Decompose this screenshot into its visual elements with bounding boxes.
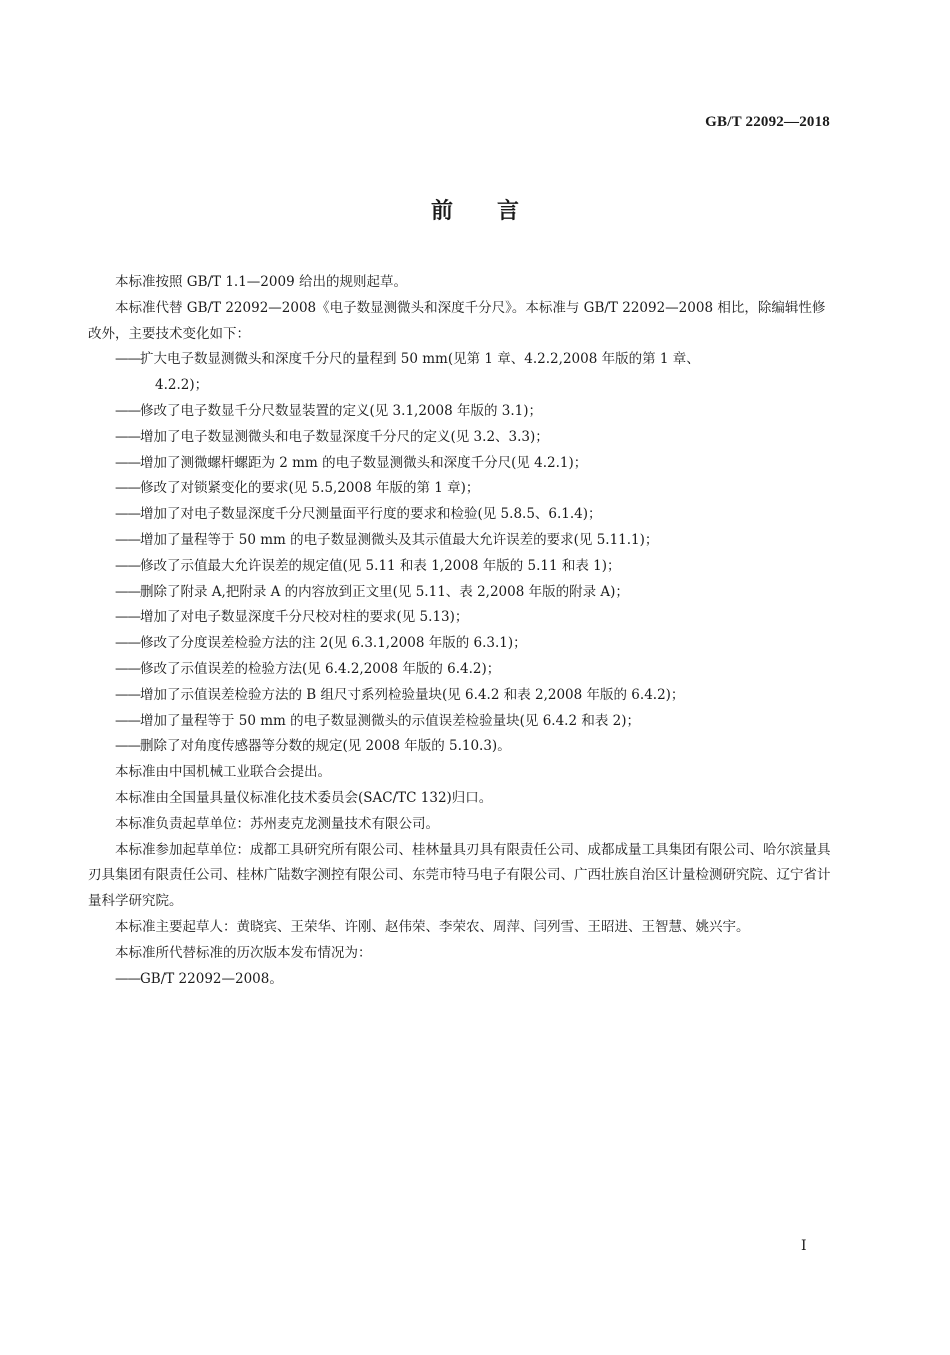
list-item [115,683,833,709]
history-item-text: GB/T 22092—2008。 [140,970,283,987]
list-item [115,451,833,477]
list-item-text: 修改了对锁紧变化的要求(见 5.5,2008 年版的第 1 章)； [140,480,480,497]
dash: —— [115,506,140,523]
list-item-text: 增加了测微螺杆螺距为 2 mm 的电子数显测微头和深度千分尺(见 4.2.1)； [140,454,588,471]
list-item [115,657,833,683]
dash: —— [115,454,140,471]
list-item-text: 修改了示值误差的检验方法(见 6.4.2,2008 年版的 6.4.2)； [140,660,501,677]
paragraph-under-jurisdiction: 本标准由全国量具量仪标准化技术委员会(SAC/TC 132)归口。 [115,789,493,806]
dash: —— [115,635,140,652]
dash: —— [115,609,140,626]
list-item-text: 增加了对电子数显深度千分尺校对柱的要求(见 5.13)； [140,609,469,626]
list-item-text: 删除了附录 A,把附录 A 的内容放到正文里(见 5.11、表 2,2008 年版的附录 A)； [140,583,629,600]
dash: —— [115,402,140,419]
history-item [115,967,833,993]
dash: —— [115,712,140,729]
list-item [115,554,833,580]
title-char-1: 前 [430,199,453,224]
list-item [115,580,833,606]
list-item [115,631,833,657]
dash: —— [115,970,140,987]
paragraph-main-drafters: 本标准主要起草人：黄晓宾、王荣华、许刚、赵伟荣、李荣农、周萍、闫列雪、王昭进、王智慧、姚兴宇。 [115,918,750,935]
paragraph-version-history: 本标准所代替标准的历次版本发布情况为： [115,944,372,961]
list-item-text: 增加了对电子数显深度千分尺测量面平行度的要求和检验(见 5.8.5、6.1.4)； [140,506,602,523]
list-item [115,399,833,425]
list-item-text: 修改了示值最大允许误差的规定值(见 5.11 和表 1,2008 年版的 5.11 和表 1)； [140,557,621,574]
list-item-text: 增加了量程等于 50 mm 的电子数显测微头及其示值最大允许误差的要求(见 5.11.1)； [140,531,659,548]
dash: —— [115,557,140,574]
paragraph-lead-drafter: 本标准负责起草单位：苏州麦克龙测量技术有限公司。 [115,815,439,832]
list-item-text: 扩大电子数显测微头和深度千分尺的量程到 50 mm(见第 1 章、4.2.2,2008 年版的第 1 章、 [140,351,700,368]
list-item [115,347,833,399]
dash: —— [115,351,140,368]
list-item-text: 增加了量程等于 50 mm 的电子数显测微头的示值误差检验量块(见 6.4.2 和表 2)； [140,712,641,729]
list-item [115,476,833,502]
dash: —— [115,686,140,703]
dash: —— [115,738,140,755]
list-item-text: 修改了电子数显千分尺数显装置的定义(见 3.1,2008 年版的 3.1)； [140,402,542,419]
dash: —— [115,428,140,445]
paragraph-replacement: 本标准代替 GB/T 22092—2008《电子数显测微头和深度千分尺》。本标准与 GB/T 22092—2008 相比，除编辑性修改外，主要技术变化如下： [88,299,826,342]
paragraph-participating-drafters: 本标准参加起草单位：成都工具研究所有限公司、桂林量具刃具有限责任公司、成都成量工具集团有限公司、哈尔滨量具刃具集团有限责任公司、桂林广陆数字测控有限公司、东莞市特马电子有限公司、广西壮族自治区计量检测研究院、辽宁省计量科学研究院。 [88,841,831,910]
paragraph-drafting-rules: 本标准按照 GB/T 1.1—2009 给出的规则起草。 [115,274,407,290]
page-title [0,194,950,225]
list-item-text: 增加了电子数显测微头和电子数显深度千分尺的定义(见 3.2、3.3)； [140,428,549,445]
list-item [115,528,833,554]
list-item [115,734,833,760]
foreword-body [88,270,833,992]
dash: —— [115,531,140,548]
dash: —— [115,480,140,497]
list-item-text: 删除了对角度传感器等分数的规定(见 2008 年版的 5.10.3)。 [140,738,511,755]
dash: —— [115,660,140,677]
list-item [115,502,833,528]
page-number: I [801,1238,807,1254]
list-item [115,605,833,631]
list-item-text: 修改了分度误差检验方法的注 2(见 6.3.1,2008 年版的 6.3.1)； [140,635,527,652]
title-char-2: 言 [497,199,520,224]
standard-code: GB/T 22092—2018 [705,114,830,130]
list-item-text: 增加了示值误差检验方法的 B 组尺寸系列检验量块(见 6.4.2 和表 2,2008 年版的 6.4.2)； [140,686,685,703]
list-item [115,709,833,735]
changes-list [88,347,833,760]
list-item-continuation: 4.2.2)； [155,377,209,394]
dash: —— [115,583,140,600]
paragraph-proposed-by: 本标准由中国机械工业联合会提出。 [115,764,331,781]
list-item [115,425,833,451]
